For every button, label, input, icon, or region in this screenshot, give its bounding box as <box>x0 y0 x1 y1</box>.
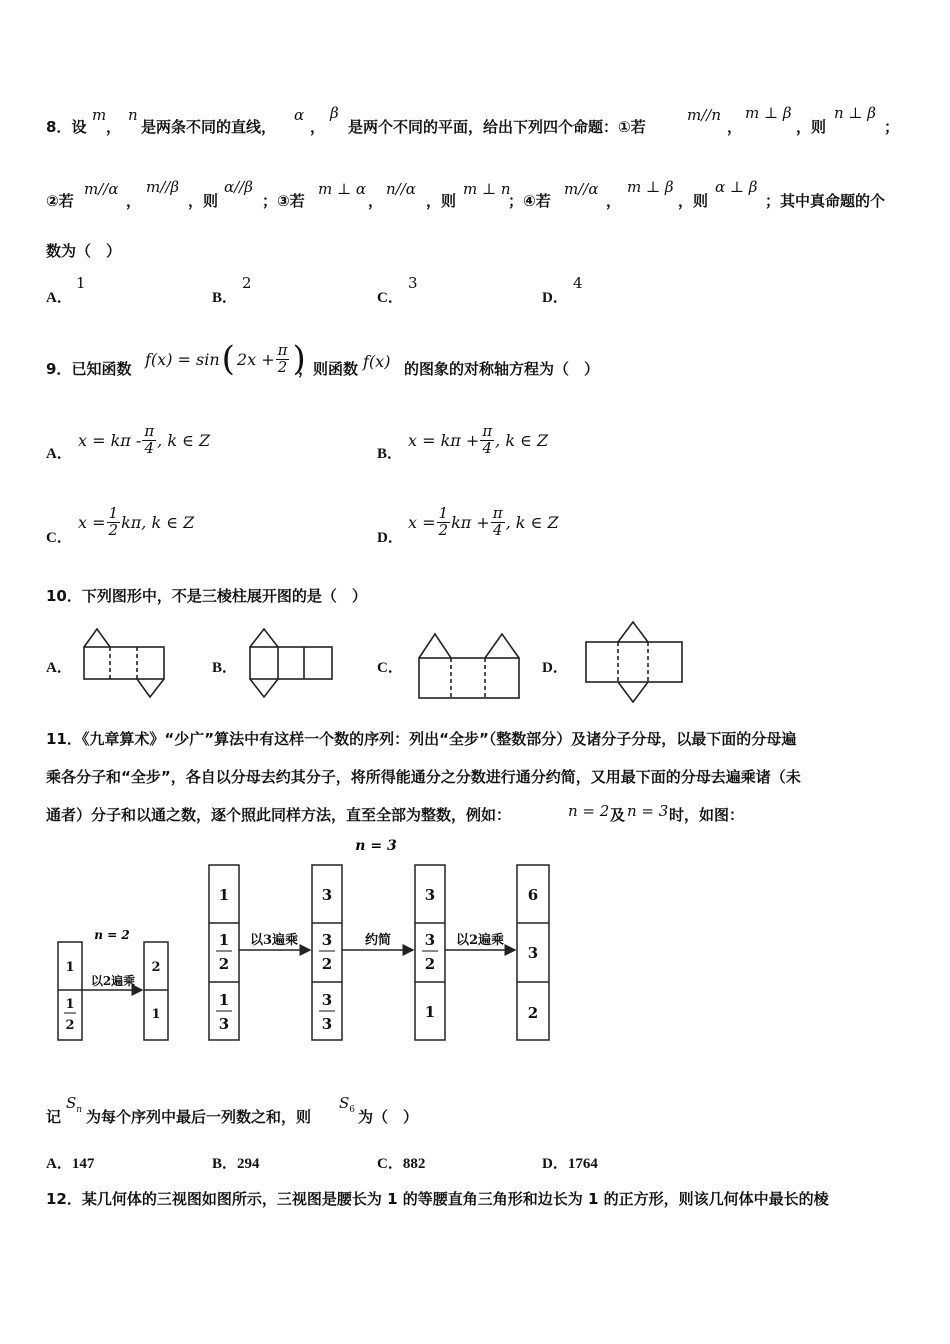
q11-diagram <box>50 832 560 1052</box>
frac-num: 1 <box>438 503 449 522</box>
q8-var-n: n <box>128 106 138 124</box>
net-d-tri-bottom <box>618 682 648 702</box>
q8-option-a[interactable] <box>46 286 72 307</box>
q11-option-b[interactable] <box>212 1152 260 1173</box>
expr-post: kπ, k ∈ Z <box>121 512 195 532</box>
q8-sep: ， <box>606 192 622 210</box>
option-label: C． <box>46 530 72 546</box>
q9-option-a-expr <box>78 418 210 462</box>
expr-frac <box>480 421 494 457</box>
q10-net-b[interactable] <box>246 625 336 705</box>
q8-sep: ， <box>126 192 142 210</box>
q9-text-ask: 的图象的对称轴方程为（ ） <box>404 360 600 378</box>
n3-c2-r3-den: 3 <box>321 1015 333 1033</box>
n3-c3-r3: 1 <box>424 1003 436 1021</box>
frac-num: π <box>482 421 493 440</box>
q11-n3: n = 3 <box>627 802 669 820</box>
q11-ask-mid: 为每个序列中最后一列数之和，则 <box>86 1108 312 1126</box>
option-label: B． <box>212 290 238 306</box>
q11-line1: 11．《九章算术》“少广”算法中有这样一个数的序列：列出“全步”（整数部分）及诸分子分母，以最下面的分母遍 <box>46 730 797 748</box>
q11-line2: 乘各分子和“全步”，各自以分母去约其分子，将所得能通分之分数进行通分约简，又用最下面的分母去遍乘诸（未 <box>46 768 801 786</box>
q9-fx2: f(x) <box>363 352 391 371</box>
expr-post: , k ∈ Z <box>157 430 211 450</box>
q8-sep: ， <box>106 118 122 136</box>
q9-option-c-expr <box>78 500 194 544</box>
n2-c1-r2-den: 2 <box>65 1018 75 1033</box>
q8-option-c[interactable] <box>377 286 403 307</box>
expr-pre: x = kπ + <box>408 430 480 450</box>
q9-frac-den: 2 <box>277 357 288 376</box>
q8-prop4-b: m ⊥ β <box>627 178 674 196</box>
frac-den: 4 <box>482 438 493 457</box>
q8-line1 <box>46 116 86 137</box>
q8-prop3-c: m ⊥ n <box>463 180 511 198</box>
q8-case4: ；④若 <box>508 192 551 210</box>
n3-c1-r2-den: 2 <box>218 955 230 973</box>
q8-text: 设 <box>71 118 87 136</box>
net-b-tri-bottom <box>250 679 278 697</box>
q10-net-a[interactable] <box>80 625 170 700</box>
q8-prop1-a: m//n <box>687 106 721 124</box>
diagram-title-n3: n = 3 <box>355 838 397 854</box>
option-label: B． <box>377 446 403 462</box>
q9-function <box>145 336 306 382</box>
net-b-rect <box>250 647 332 679</box>
frac-den: 2 <box>108 520 119 539</box>
diagram-title-n2: n = 2 <box>94 928 130 942</box>
q9-paren-left: ( <box>221 339 235 379</box>
q8-prop3-b: n//α <box>386 180 416 198</box>
q8-text-count: ；其中真命题的个 <box>765 192 886 210</box>
option-value: 147 <box>71 1156 95 1172</box>
q9-option-b[interactable] <box>377 442 402 463</box>
net-c-rect <box>419 658 519 698</box>
n3-c3-r1: 3 <box>424 886 436 904</box>
option-value: 294 <box>237 1156 260 1172</box>
q9-number <box>46 358 131 379</box>
q9-arg: 2x + <box>236 349 275 369</box>
n3-c1-r1: 1 <box>218 886 230 904</box>
expr-pre: x = kπ - <box>78 430 142 450</box>
q8-prop2-a: m//α <box>84 180 119 198</box>
q8-then: ，则 <box>796 118 827 136</box>
expr-mid: kπ + <box>451 512 490 532</box>
q12-text: 12．某几何体的三视图如图所示，三视图是腰长为 1 的等腰直角三角形和边长为 1 的正方形，则该几何体中最长的棱 <box>46 1190 829 1208</box>
q8-prop2-c: α//β <box>224 178 253 196</box>
q11-sn <box>66 1094 82 1115</box>
q9-frac <box>276 340 290 376</box>
n3-c4-r1: 6 <box>527 886 539 904</box>
q9-paren-right: ) <box>292 339 306 379</box>
n3-c2-r2-den: 2 <box>321 955 333 973</box>
n3-arrow-1-label: 以3遍乘 <box>249 933 299 948</box>
expr-frac <box>107 503 121 539</box>
q8-sep: ， <box>727 118 743 136</box>
option-label: D． <box>542 1156 568 1172</box>
q8-option-a-value: 1 <box>76 274 86 292</box>
n3-c2-r1: 3 <box>321 886 333 904</box>
frac-den: 4 <box>144 438 155 457</box>
q11-option-c[interactable] <box>377 1152 425 1173</box>
n3-c4-r3: 2 <box>527 1004 539 1022</box>
sn-s: S <box>66 1094 77 1112</box>
expr-frac <box>437 503 451 539</box>
q8-prop1-b: m ⊥ β <box>745 104 792 122</box>
option-label: B． <box>212 1156 238 1172</box>
n3-arrow-3-label: 以2遍乘 <box>455 933 505 948</box>
option-label: C． <box>377 1156 403 1172</box>
option-label: A． <box>46 446 72 462</box>
frac-den: 2 <box>438 520 449 539</box>
q9-option-d[interactable] <box>377 526 403 547</box>
q9-text-then: ，则函数 <box>298 360 359 378</box>
s6-s: S <box>339 1094 350 1112</box>
expr-frac-2 <box>491 503 505 539</box>
q8-prop4-c: α ⊥ β <box>715 178 758 196</box>
n3-c2-r2-num: 3 <box>321 931 333 949</box>
q8-option-d[interactable] <box>542 286 568 307</box>
net-a-tri-bottom <box>137 679 164 697</box>
q10-option-d-label[interactable]: D． <box>542 660 568 676</box>
q8-then: ，则 <box>678 192 709 210</box>
q11-line3b: 时，如图： <box>669 806 745 824</box>
q8-sep: ， <box>368 192 384 210</box>
q8-sep: ， <box>310 118 326 136</box>
expr-frac <box>142 421 156 457</box>
expr-pre: x = <box>78 512 106 532</box>
q10-net-d[interactable] <box>582 618 687 706</box>
q11-ask-pre: 记 <box>46 1108 62 1126</box>
q11-option-d[interactable] <box>542 1152 598 1173</box>
q8-option-c-value: 3 <box>408 274 418 292</box>
q9-fx: f(x) = sin <box>145 349 220 369</box>
q8-text-ask: 数为（ ） <box>46 242 122 260</box>
option-value: 882 <box>402 1156 426 1172</box>
q9-frac-num: π <box>277 340 288 359</box>
q10-option-b-label[interactable]: B． <box>212 660 238 676</box>
q8-then: ，则 <box>188 192 219 210</box>
option-label: C． <box>377 290 403 306</box>
q8-case2: ②若 <box>46 192 74 210</box>
q8-then: ，则 <box>426 192 457 210</box>
option-label: A． <box>46 290 72 306</box>
q8-text-planes: 是两个不同的平面，给出下列四个命题：①若 <box>348 118 646 136</box>
q9-option-d-expr <box>408 500 559 544</box>
n2-c1-r1: 1 <box>65 960 75 975</box>
net-a-tri-top <box>84 629 110 647</box>
n2-c2-r1: 2 <box>151 960 161 975</box>
frac-num: 1 <box>108 503 119 522</box>
q11-line3a: 通者）分子和以通之数，逐个照此同样方法，直至全部为整数，例如： <box>46 806 512 824</box>
expr-pre: x = <box>408 512 436 532</box>
n2-c2-r2: 1 <box>151 1007 161 1022</box>
q11-n2: n = 2 <box>568 802 610 820</box>
q10-net-c[interactable] <box>415 630 525 702</box>
q11-option-a[interactable] <box>46 1152 94 1173</box>
n2-c1-r2-num: 1 <box>65 997 75 1012</box>
q8-option-b-value: 2 <box>242 274 252 292</box>
q8-prop3-a: m ⊥ α <box>318 180 366 198</box>
n3-c4-r2: 3 <box>527 944 539 962</box>
n3-c3-r2-num: 3 <box>424 931 436 949</box>
frac-num: π <box>144 421 155 440</box>
net-d-rect <box>586 642 682 682</box>
n3-c2-r3-num: 3 <box>321 991 333 1009</box>
frac-num: π <box>492 503 503 522</box>
n3-c3-r2-den: 2 <box>424 955 436 973</box>
q9-option-c[interactable] <box>46 526 72 547</box>
q10-text: 10．下列图形中，不是三棱柱展开图的是（ ） <box>46 587 367 605</box>
q9-option-a[interactable] <box>46 442 72 463</box>
s6-sub: 6 <box>349 1105 356 1115</box>
q8-prop1-c: n ⊥ β <box>834 104 876 122</box>
net-c-tri-right <box>485 634 519 658</box>
expr-post: , k ∈ Z <box>495 430 549 450</box>
option-label: D． <box>377 530 403 546</box>
q9-text: 已知函数 <box>71 360 132 378</box>
q8-var-alpha: α <box>294 106 305 124</box>
q8-option-b[interactable] <box>212 286 237 307</box>
q9-num: 9． <box>46 360 72 378</box>
n2-arrow-label: 以2遍乘 <box>90 974 136 988</box>
q10-option-a-label[interactable]: A． <box>46 660 72 676</box>
q8-var-beta: β <box>330 104 339 122</box>
q11-s6 <box>339 1094 355 1115</box>
q11-and: 及 <box>610 806 626 824</box>
q8-option-d-value: 4 <box>573 274 583 292</box>
q8-number: 8． <box>46 118 72 136</box>
net-d-tri-top <box>618 622 648 642</box>
q8-prop4-a: m//α <box>564 180 599 198</box>
q8-var-m: m <box>92 106 107 124</box>
q10-option-c-label[interactable]: C． <box>377 660 403 676</box>
q8-text-lines: 是两条不同的直线， <box>141 118 277 136</box>
option-label: A． <box>46 1156 72 1172</box>
option-value: 1764 <box>567 1156 598 1172</box>
q8-semi: ； <box>884 118 900 136</box>
frac-den: 4 <box>492 520 503 539</box>
net-b-tri-top <box>250 629 278 647</box>
q8-prop2-b: m//β <box>146 178 180 196</box>
sn-sub: n <box>76 1105 83 1115</box>
q8-case3: ；③若 <box>262 192 305 210</box>
q9-option-b-expr <box>408 418 548 462</box>
n3-c1-r2-num: 1 <box>218 931 230 949</box>
net-c-tri-left <box>419 634 451 658</box>
n3-arrow-2-label: 约简 <box>364 933 392 948</box>
option-label: D． <box>542 290 568 306</box>
n3-c1-r3-den: 3 <box>218 1015 230 1033</box>
net-a-rect <box>84 647 164 679</box>
n3-c1-r3-num: 1 <box>218 991 230 1009</box>
n2-col2-box <box>144 942 168 1040</box>
q11-ask-post: 为（ ） <box>358 1108 419 1126</box>
expr-post: , k ∈ Z <box>505 512 559 532</box>
